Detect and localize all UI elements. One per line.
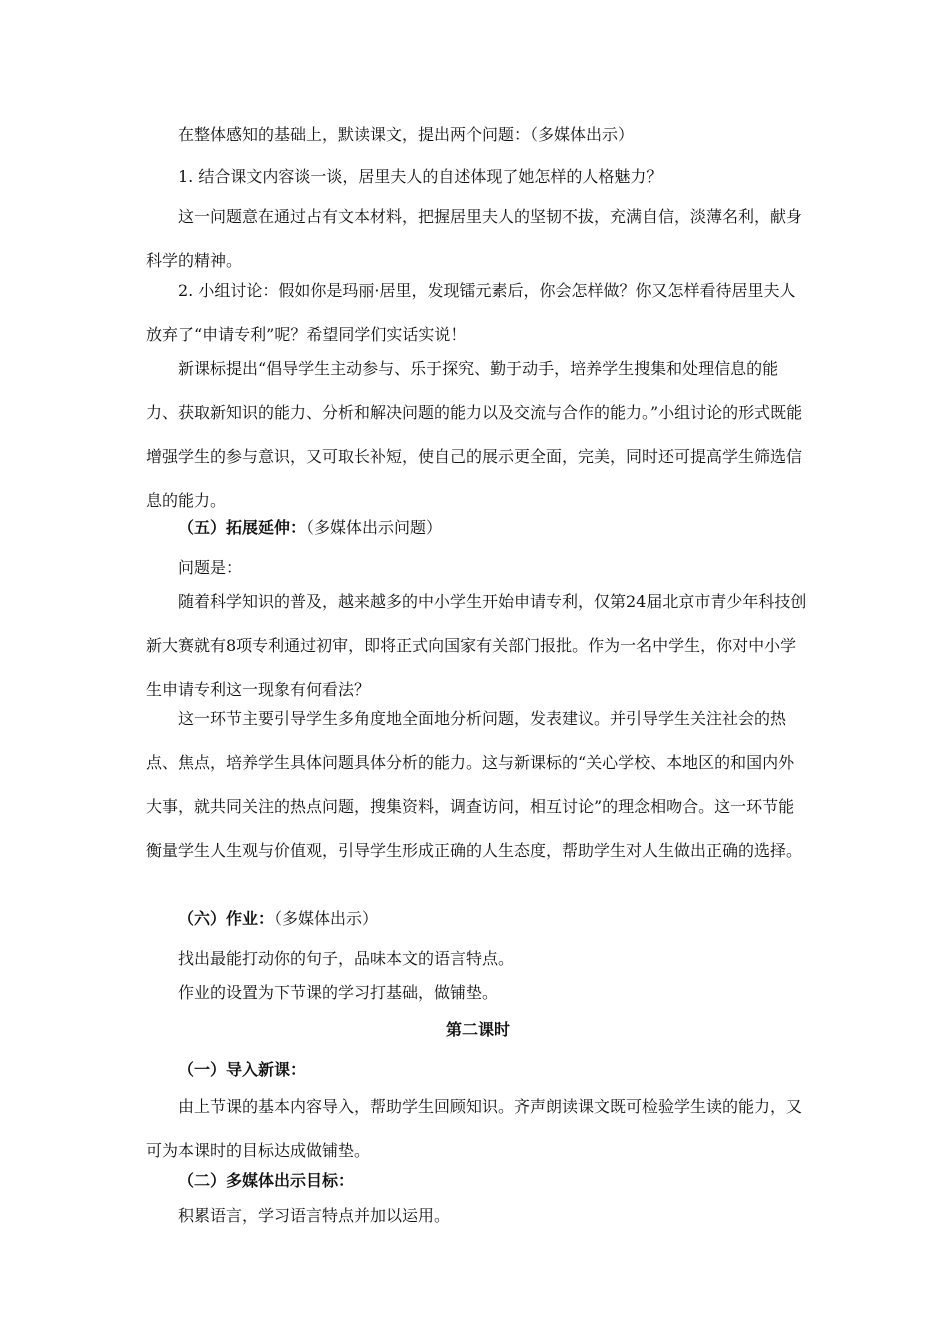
section-heading-5-title: （五）拓展延伸：: [178, 518, 307, 537]
section-heading-6-title: （六）作业：: [178, 909, 275, 928]
paragraph-introduction: 由上节课的基本内容导入，帮助学生回顾知识。齐声朗读课文既可检验学生读的能力，又可为本课时的目标达成做铺垫。: [146, 1097, 803, 1160]
paragraph-extension-question: 随着科学知识的普及，越来越多的中小学生开始申请专利，仅第24届北京市青少年科技创新大赛就有8项专利通过初审，即将正式向国家有关部门报批。作为一名中学生，你对中小学生申请专利这一现象有何看法？: [146, 592, 807, 699]
paragraph-goal: 积累语言，学习语言特点并加以运用。: [178, 1206, 451, 1225]
paragraph-intro: 在整体感知的基础上，默读课文，提出两个问题：（多媒体出示）: [178, 125, 635, 144]
paragraph-question-label: 问题是：: [178, 558, 243, 577]
lesson-2-title: 第二课时: [445, 1020, 510, 1039]
section-heading-lesson2-1: （一）导入新课：: [178, 1060, 307, 1079]
question-1: 1. 结合课文内容谈一谈，居里夫人的自述体现了她怎样的人格魅力？: [178, 167, 663, 186]
paragraph-homework: 找出最能打动你的句子，品味本文的语言特点。: [178, 949, 515, 968]
paragraph-homework-note: 作业的设置为下节课的学习打基础，做铺垫。: [178, 983, 499, 1002]
question-2: 2. 小组讨论：假如你是玛丽·居里，发现镭元素后，你会怎样做？你又怎样看待居里夫人放弃了“申请专利”呢？希望同学们实话实说！: [146, 281, 796, 344]
paragraph-curriculum-standard: 新课标提出“倡导学生主动参与、乐于探究、勤于动手，培养学生搜集和处理信息的能力、获取新知识的能力、分析和解决问题的能力以及交流与合作的能力。”小组讨论的形式既能增强学生的参与意识，又可取长补短，使自己的展示更全面，完美，同时还可提高学生筛选信息的能力。: [146, 359, 803, 510]
section-heading-lesson2-2: （二）多媒体出示目标：: [178, 1171, 355, 1190]
section-heading-5-note: （多媒体出示问题）: [306, 518, 443, 537]
section-heading-5: [146, 506, 810, 550]
section-heading-6: [146, 897, 810, 941]
paragraph-extension-analysis: 这一环节主要引导学生多角度地全面地分析问题，发表建议。并引导学生关注社会的热点、焦点，培养学生具体问题具体分析的能力。这与新课标的“关心学校、本地区的和国内外大事，就共同关注的热点问题，搜集资料，调查访问，相互讨论”的理念相吻合。这一环节能衡量学生人生观与价值观，引导学生形成正确的人生态度，帮助学生对人生做出正确的选择。: [146, 709, 803, 860]
paragraph-question-1-note: 这一问题意在通过占有文本材料，把握居里夫人的坚韧不拔，充满自信，淡薄名利，献身科学的精神。: [146, 207, 803, 270]
section-heading-6-note: （多媒体出示）: [274, 909, 379, 928]
